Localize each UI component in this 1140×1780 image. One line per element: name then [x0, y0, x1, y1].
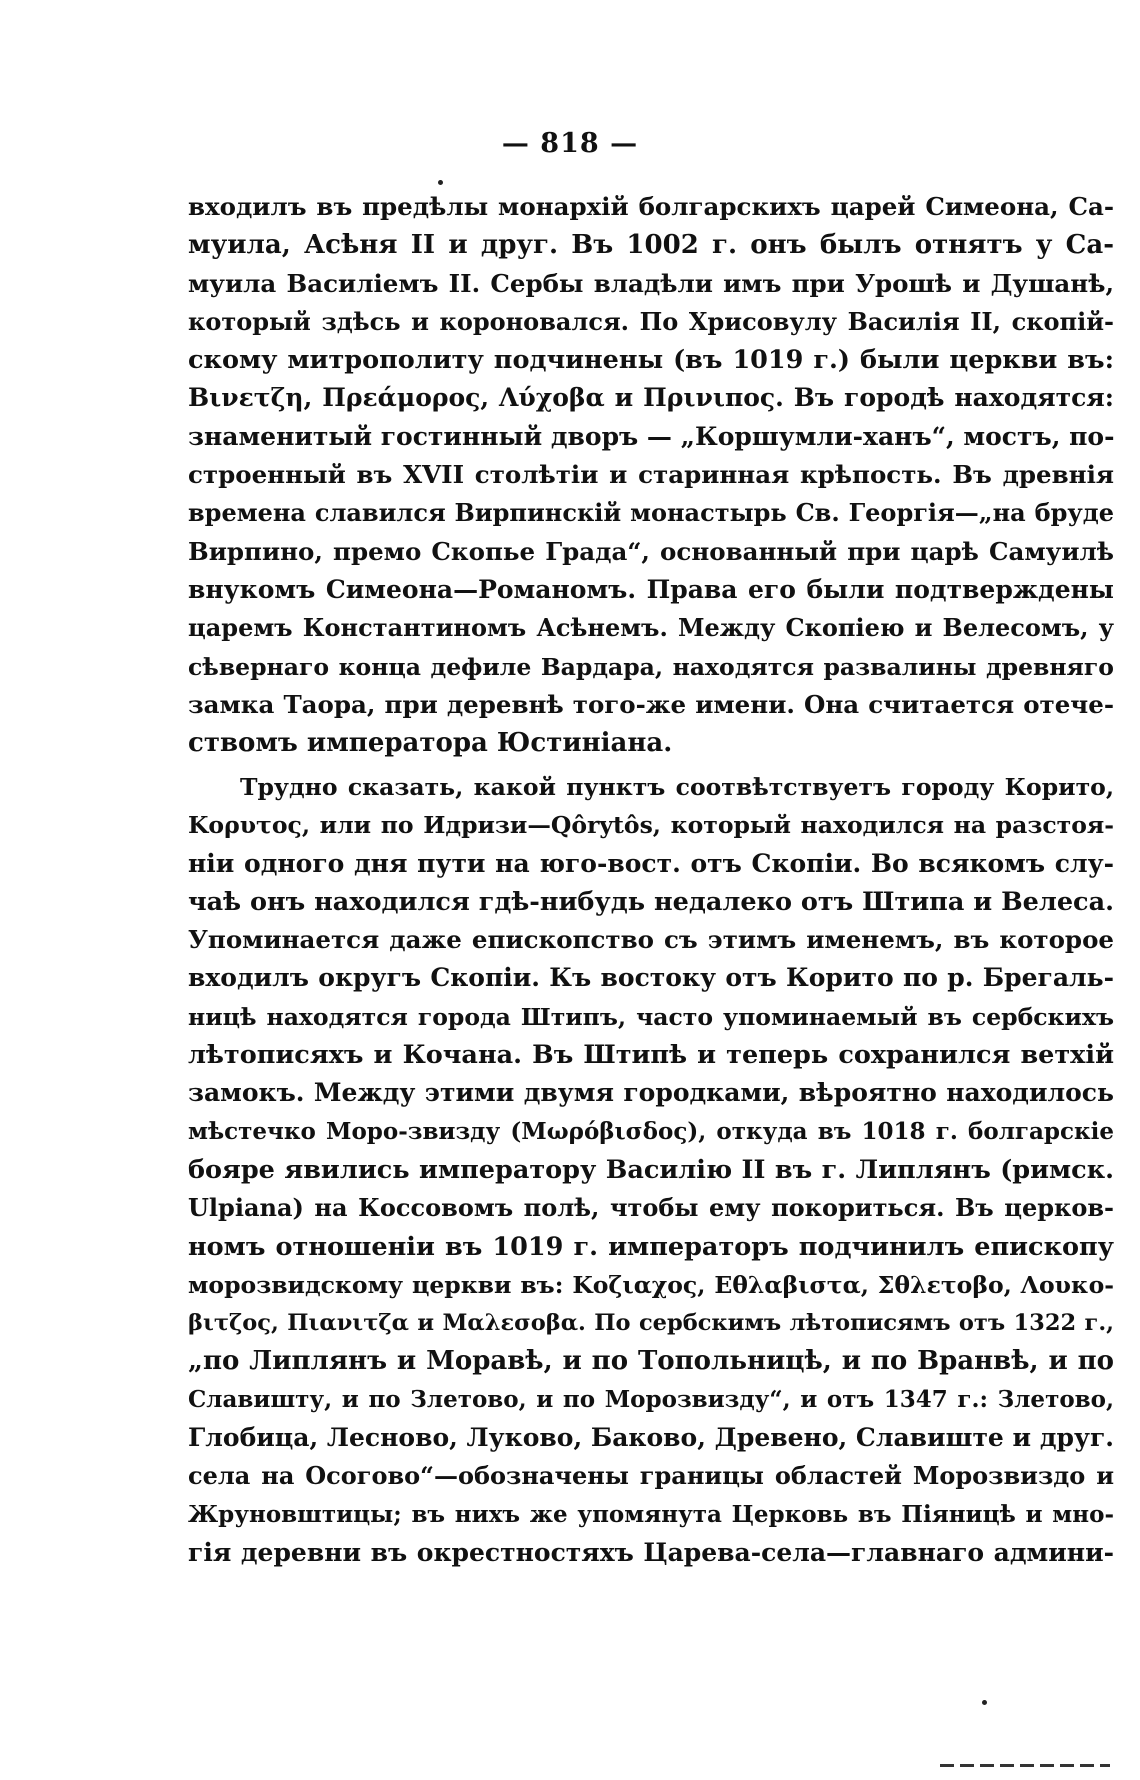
text-line: Глобица, Лесново, Луково, Баково, Древено, Славиште и друг. [188, 1423, 1114, 1453]
paragraph-1 [188, 188, 1114, 762]
text-line: входилъ округъ Скопіи. Къ востоку отъ Корито по р. Брегаль- [188, 963, 1114, 993]
page-edge-mark [940, 1764, 1110, 1767]
text-line: Упоминается даже епископство съ этимъ именемъ, въ которое [188, 925, 1114, 955]
text-line: сѣвернаго конца дефиле Вардара, находятся развалины древняго [188, 652, 1114, 681]
page-number: — 818 — [501, 128, 639, 159]
text-line: ницѣ находятся города Штипъ, часто упоминаемый въ сербскихъ [188, 1002, 1114, 1031]
text-line: номъ отношеніи въ 1019 г. императоръ подчинилъ епископу [188, 1231, 1114, 1262]
text-line: „по Липлянъ и Моравѣ, и по Топольницѣ, и по Вранвѣ, и по [188, 1346, 1114, 1377]
text-line: Вирпино, премо Скопье Града“, основанный при царѣ Самуилѣ [188, 536, 1114, 566]
text-line: замка Таора, при деревнѣ того-же имени. Она считается отече- [188, 689, 1114, 719]
text-line: βιτζος, Πιανιτζα и Μαλεσοβα. По сербскимъ лѣтописямъ отъ 1322 г., [188, 1310, 1114, 1337]
text-line: Славишту, и по Злетово, и по Морозвизду“, и отъ 1347 г.: Злетово, [188, 1385, 1114, 1413]
text-line: входилъ въ предѣлы монархій болгарскихъ царей Симеона, Са- [188, 192, 1114, 221]
text-line: муила Василіемъ II. Сербы владѣли имъ при Урошѣ и Душанѣ, [188, 268, 1114, 298]
text-line: знаменитый гостинный дворъ — „Коршумли-ханъ“, мостъ, по- [188, 421, 1114, 451]
text-line: бояре явились императору Василію II въ г. Липлянъ (римск. [188, 1154, 1114, 1185]
text-line: Жруновштицы; въ нихъ же упомянута Церковь въ Піяницѣ и мно- [188, 1500, 1114, 1528]
text-line: времена славился Вирпинскій монастырь Св. Георгія—„на бруде [188, 498, 1114, 528]
text-line: который здѣсь и короновался. По Хрисовулу Василія II, скопій- [188, 306, 1114, 336]
text-line: Трудно сказать, какой пунктъ соотвѣтствуетъ городу Корито, [240, 773, 1114, 801]
text-line: ствомъ императора Юстиніана. [188, 728, 673, 759]
text-line: царемъ Константиномъ Асѣнемъ. Между Скопіею и Велесомъ, у [188, 613, 1114, 643]
ink-speck [982, 1700, 987, 1705]
text-line: строенный въ XVII столѣтіи и старинная крѣпость. Въ древнія [188, 460, 1114, 490]
text-line: морозвидскому церкви въ: Κοζιαχος, Εθλαβιστα, Σθλετοβο, Λουκο- [188, 1270, 1114, 1299]
text-line: Κορυτος, или по Идризи—Qôrytôs, который находился на разстоя- [188, 811, 1114, 840]
text-line: мѣстечко Моро-звизду (Μωρόβισδος), откуда въ 1018 г. болгарскіе [188, 1117, 1114, 1145]
text-line: лѣтописяхъ и Кочана. Въ Штипѣ и теперь сохранился ветхій [188, 1040, 1114, 1071]
text-line: ніи одного дня пути на юго-вост. отъ Скопіи. Во всякомъ слу- [188, 848, 1114, 878]
text-line: муила, Асѣня II и друг. Въ 1002 г. онъ былъ отнятъ у Са- [188, 230, 1114, 261]
text-line: замокъ. Между этими двумя городками, вѣроятно находилось [188, 1078, 1114, 1108]
text-line: гія деревни въ окрестностяхъ Царева-села—главнаго админи- [188, 1537, 1114, 1567]
text-line: скому митрополиту подчинены (въ 1019 г.) были церкви въ: [188, 345, 1114, 376]
text-line: чаѣ онъ находился гдѣ-нибудь недалеко отъ Штипа и Велеса. [188, 886, 1114, 917]
text-line: Ulpiana) на Коссовомъ полѣ, чтобы ему покориться. Въ церков- [188, 1193, 1114, 1223]
ink-speck [438, 180, 443, 185]
paragraph-2 [188, 768, 1114, 1572]
text-line: села на Осогово“—обозначены границы областей Морозвиздо и [188, 1461, 1114, 1491]
text-line: Βινετζη, Πρεάμορος, Λύχοβα и Πρινιπος. Въ городѣ находятся: [188, 383, 1114, 413]
text-line: внукомъ Симеона—Романомъ. Права его были подтверждены [188, 574, 1114, 604]
